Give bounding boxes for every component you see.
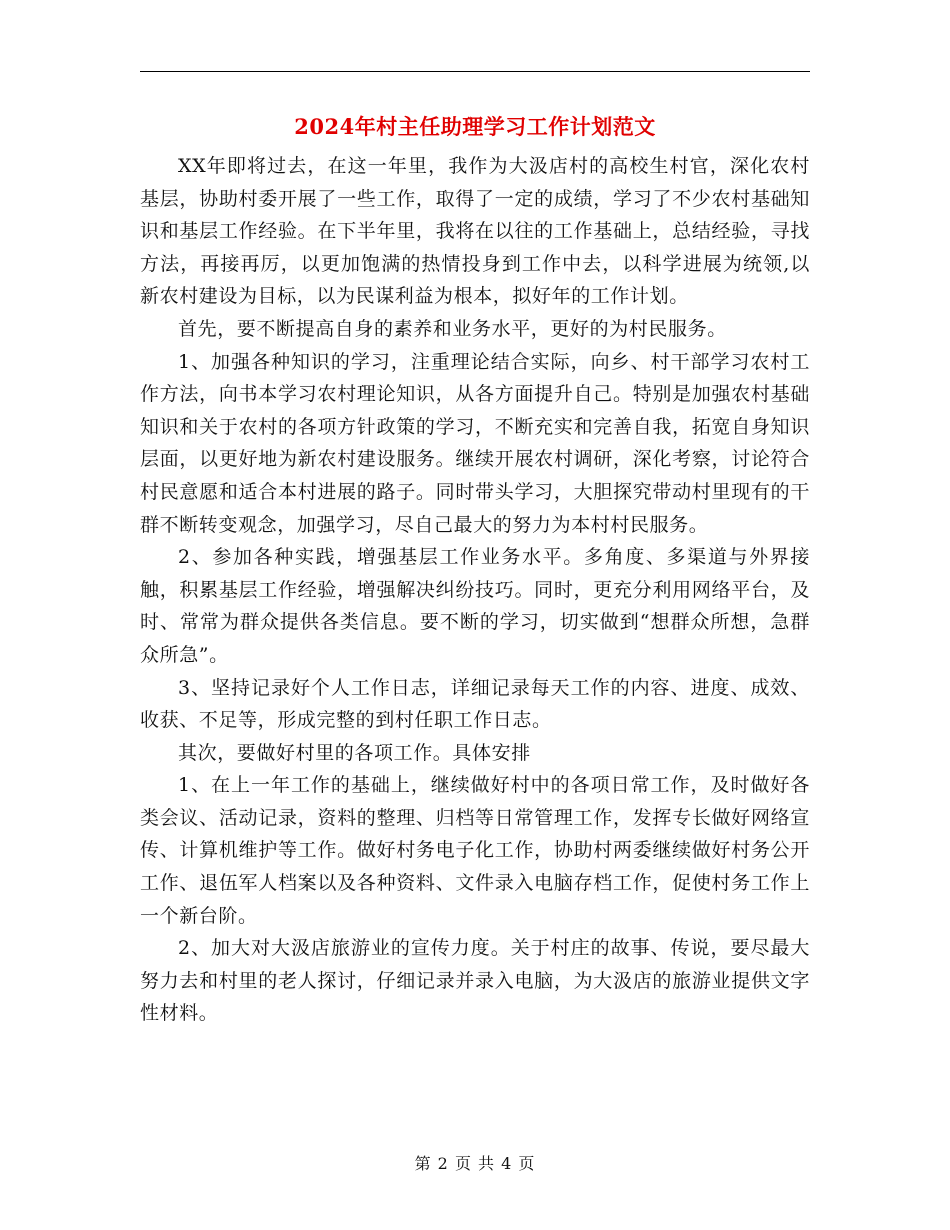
paragraph-second-point: 其次，要做好村里的各项工作。具体安排: [178, 741, 531, 764]
paragraph-intro: XX年即将过去，在这一年里，我作为大汲店村的高校生村官，深化农村基层，协助村委开展了一些工作，取得了一定的成绩，学习了不少农村基础知识和基层工作经验。在下半年里，我将在以往的工作基础上，总结经验，寻找方法，再接再厉，以更加饱满的热情投身到工作中去，以科学进展为统领,以新农村建设为目标，以为民谋利益为根本，拟好年的工作计划。: [140, 155, 810, 308]
document-title: 2024年村主任助理学习工作计划范文: [294, 114, 656, 139]
document-body: [140, 150, 810, 1030]
header-rule: [140, 71, 810, 72]
paragraph-first-point: 首先，要不断提高自身的素养和业务水平，更好的为村民服务。: [178, 317, 727, 340]
paragraph-task-1: 1、在上一年工作的基础上，继续做好村中的各项日常工作，及时做好各类会议、活动记录，资料的整理、归档等日常管理工作，发挥专长做好网络宣传、计算机维护等工作。做好村务电子化工作，协助村两委继续做好村务公开工作、退伍军人档案以及各种资料、文件录入电脑存档工作，促使村务工作上一个新台阶。: [140, 774, 810, 927]
paragraph-item-3: 3、坚持记录好个人工作日志，详细记录每天工作的内容、进度、成效、收获、不足等，形成完整的到村任职工作日志。: [140, 676, 810, 732]
page-footer: 第 2 页 共 4 页: [414, 1154, 536, 1173]
paragraph-item-2: 2、参加各种实践，增强基层工作业务水平。多角度、多渠道与外界接触，积累基层工作经验，增强解决纠纷技巧。同时，更充分利用网络平台，及时、常常为群众提供各类信息。要不断的学习，切实做到“想群众所想，急群众所急”。: [140, 546, 810, 666]
paragraph-task-2: 2、加大对大汲店旅游业的宣传力度。关于村庄的故事、传说，要尽最大努力去和村里的老人探讨，仔细记录并录入电脑，为大汲店的旅游业提供文字性材料。: [140, 937, 810, 1025]
paragraph-item-1: 1、加强各种知识的学习，注重理论结合实际，向乡、村干部学习农村工作方法，向书本学习农村理论知识，从各方面提升自己。特别是加强农村基础知识和关于农村的各项方针政策的学习，不断充实和完善自我，拓宽自身知识层面，以更好地为新农村建设服务。继续开展农村调研，深化考察，讨论符合村民意愿和适合本村进展的路子。同时带头学习，大胆探究带动村里现有的干群不断转变观念，加强学习，尽自己最大的努力为本村村民服务。: [140, 350, 810, 536]
